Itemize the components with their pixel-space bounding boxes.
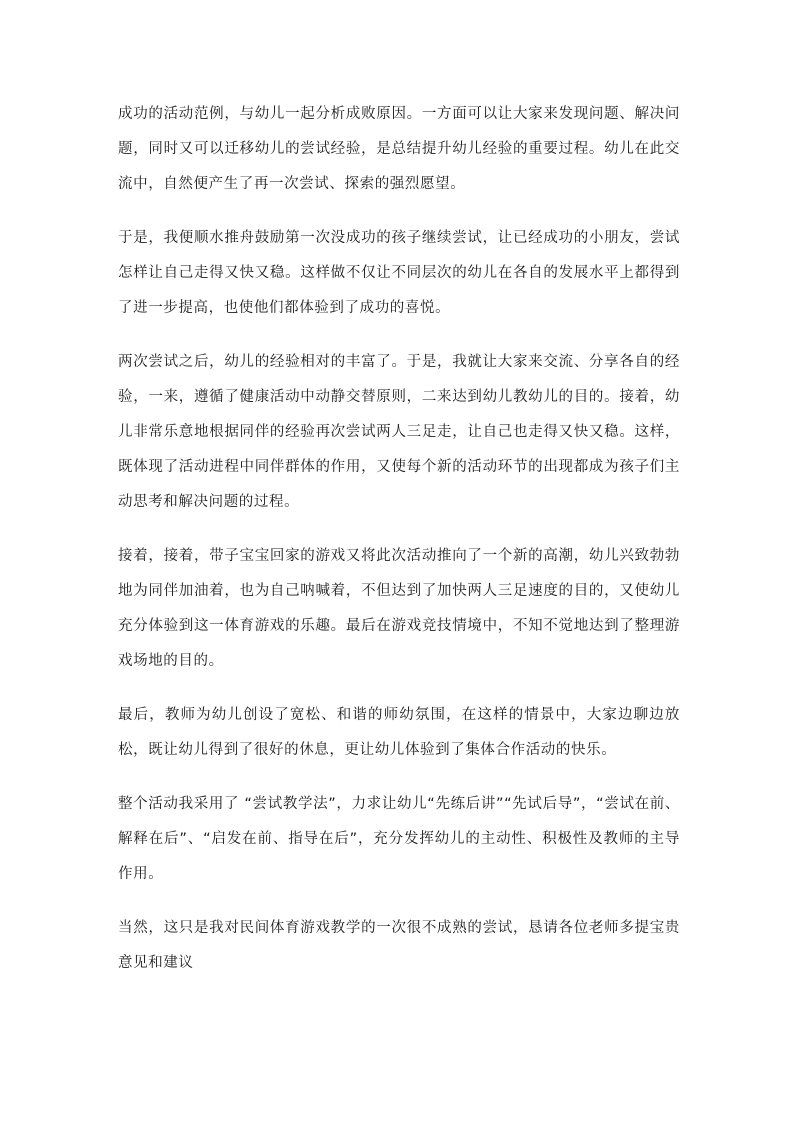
paragraph: 成功的活动范例，与幼儿一起分析成败原因。一方面可以让大家来发现问题、解决问题，同时又可以迁移幼儿的尝试经验，是总结提升幼儿经验的重要过程。幼儿在此交流中，自然便产生了再一次尝试、探索的强烈愿望。	[118, 106, 680, 192]
document-body	[118, 97, 680, 1000]
paragraph: 最后，教师为幼儿创设了宽松、和谐的师幼氛围，在这样的情景中，大家边聊边放松，既让幼儿得到了很好的休息，更让幼儿体验到了集体合作活动的快乐。	[118, 707, 680, 758]
paragraph: 于是，我便顺水推舟鼓励第一次没成功的孩子继续尝试，让已经成功的小朋友，尝试怎样让自己走得又快又稳。这样做不仅让不同层次的幼儿在各自的发展水平上都得到了进一步提高，也使他们都体验到了成功的喜悦。	[118, 230, 680, 316]
paragraph: 当然，这只是我对民间体育游戏教学的一次很不成熟的尝试，恳请各位老师多提宝贵意见和建议	[118, 920, 680, 971]
paragraph: 两次尝试之后，幼儿的经验相对的丰富了。于是，我就让大家来交流、分享各自的经验，一来，遵循了健康活动中动静交替原则，二来达到幼儿教幼儿的目的。接着，幼儿非常乐意地根据同伴的经验再次尝试两人三足走，让自己也走得又快又稳。这样，既体现了活动进程中同伴群体的作用，又使每个新的活动环节的出现都成为孩子们主动思考和解决问题的过程。	[118, 354, 680, 510]
paragraph: 整个活动我采用了 “尝试教学法”，力求让幼儿“先练后讲”“先试后导”，“尝试在前、解释在后”、“启发在前、指导在后”，充分发挥幼儿的主动性、积极性及教师的主导作用。	[118, 796, 680, 882]
paragraph: 接着，接着，带子宝宝回家的游戏又将此次活动推向了一个新的高潮，幼儿兴致勃勃地为同伴加油着，也为自己呐喊着，不但达到了加快两人三足速度的目的，又使幼儿充分体验到这一体育游戏的乐趣。最后在游戏竞技情境中，不知不觉地达到了整理游戏场地的目的。	[118, 548, 680, 669]
